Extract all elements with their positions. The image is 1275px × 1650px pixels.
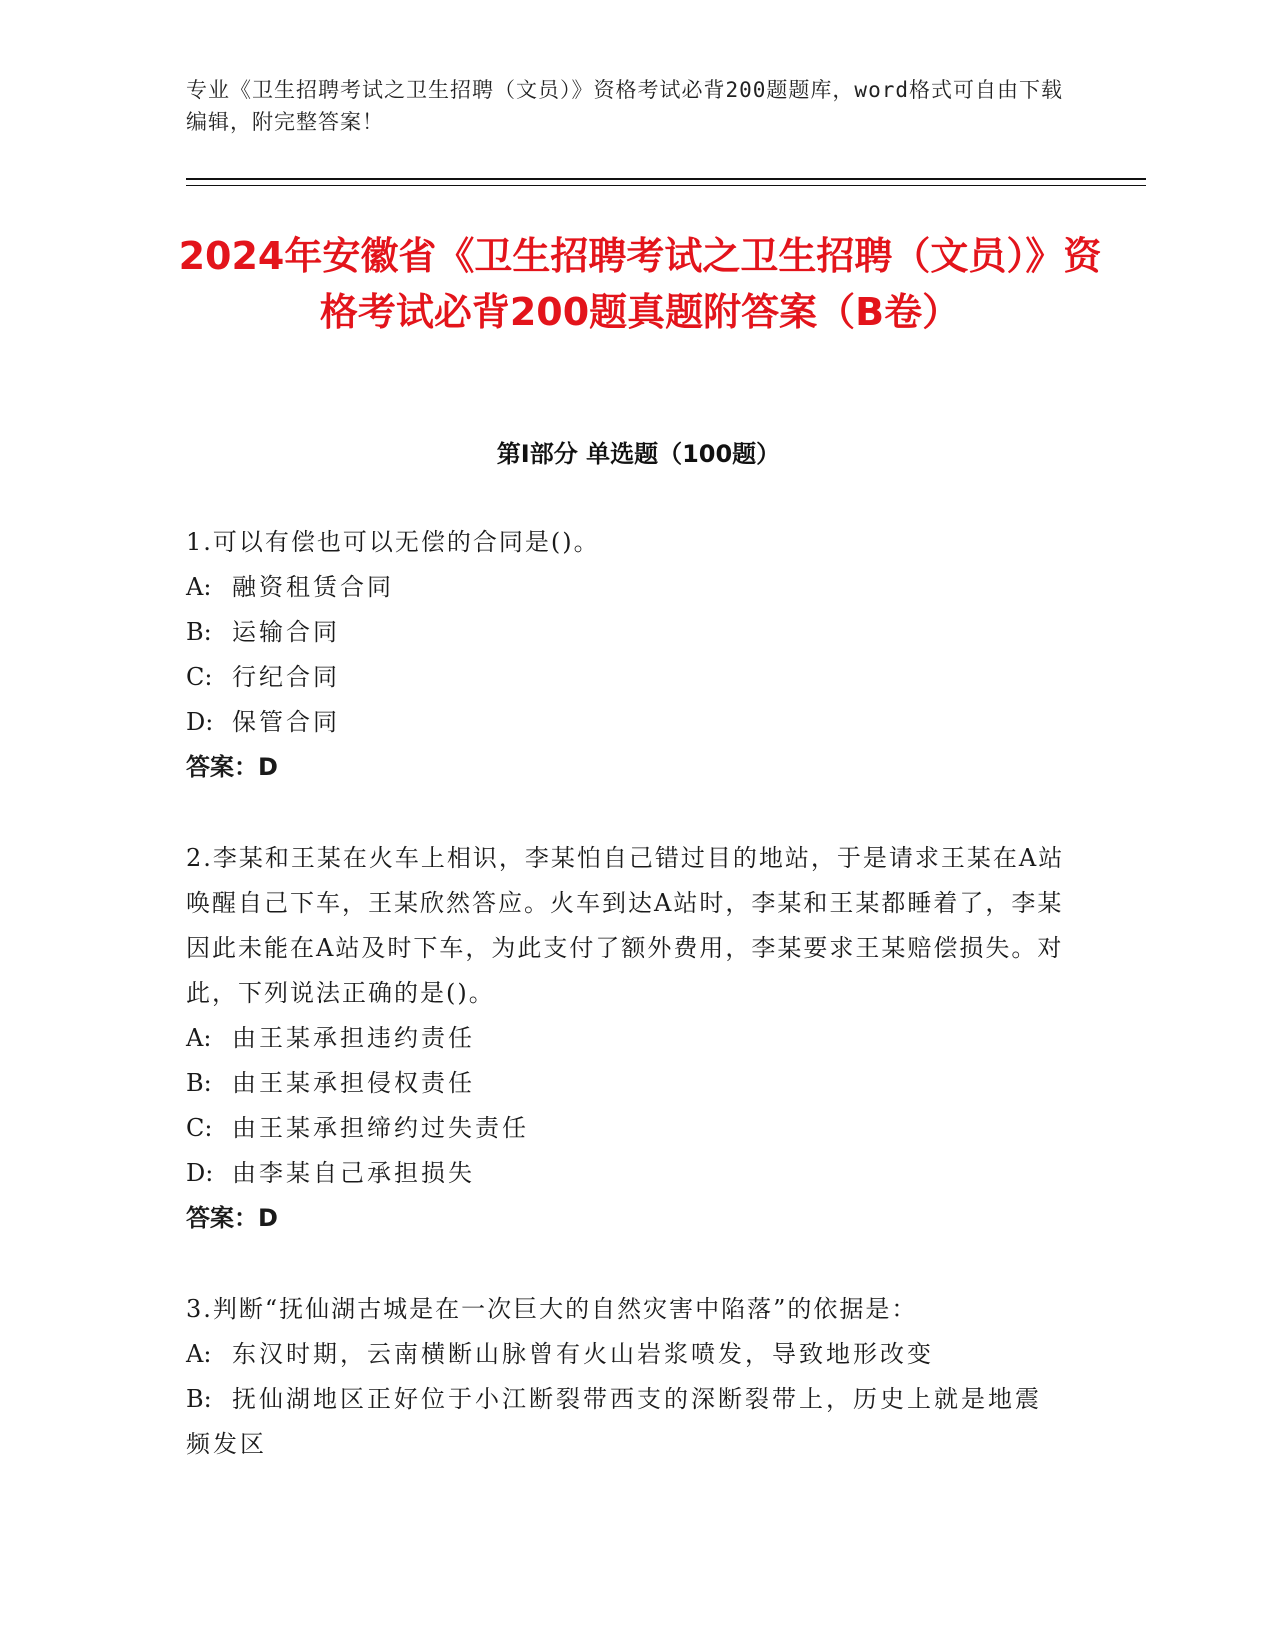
- option-d: [186, 1151, 1066, 1196]
- option-text: 运输合同: [232, 618, 340, 646]
- option-label: B:: [186, 1385, 212, 1413]
- question-stem: 2.李某和王某在火车上相识，李某怕自己错过目的地站，于是请求王某在A站唤醒自己下车，王某欣然答应。火车到达A站时，李某和王某都睡着了，李某因此未能在A站及时下车，为此支付了额外费用，李某要求王某赔偿损失。对此，下列说法正确的是()。: [186, 844, 1065, 1007]
- option-label: D:: [186, 708, 214, 736]
- option-c: [186, 1106, 1066, 1151]
- option-label: C:: [186, 663, 213, 691]
- option-a: [186, 565, 1066, 610]
- option-text: 由李某自己承担损失: [232, 1159, 475, 1187]
- option-text: 保管合同: [232, 708, 340, 736]
- section-title: 第Ⅰ部分 单选题（100题）: [496, 440, 781, 468]
- option-label: B:: [186, 618, 212, 646]
- option-label: B:: [186, 1069, 212, 1097]
- document-title: 2024年安徽省《卫生招聘考试之卫生招聘（文员）》资格考试必背200题真题附答案（B卷）: [178, 234, 1102, 334]
- question-stem: 1.可以有偿也可以无偿的合同是()。: [186, 528, 600, 556]
- header-divider: [186, 178, 1146, 180]
- option-b: [186, 1377, 1066, 1467]
- question-stem: 3.判断“抚仙湖古城是在一次巨大的自然灾害中陷落”的依据是：: [186, 1295, 918, 1323]
- option-a: [186, 1016, 1066, 1061]
- option-d: [186, 700, 1066, 745]
- option-label: C:: [186, 1114, 213, 1142]
- question-1: [186, 520, 1066, 790]
- option-label: D:: [186, 1159, 214, 1187]
- question-3: [186, 1287, 1066, 1467]
- answer: 答案：D: [186, 1204, 278, 1232]
- option-text: 由王某承担侵权责任: [232, 1069, 475, 1097]
- question-2: [186, 836, 1066, 1241]
- option-label: A:: [186, 1340, 212, 1368]
- option-text: 抚仙湖地区正好位于小江断裂带西支的深断裂带上，历史上就是地震频发区: [186, 1385, 1042, 1458]
- option-b: [186, 610, 1066, 655]
- question-list: [186, 520, 1066, 1513]
- option-text: 由王某承担缔约过失责任: [232, 1114, 529, 1142]
- option-text: 行纪合同: [232, 663, 340, 691]
- option-text: 融资租赁合同: [232, 573, 394, 601]
- option-text: 由王某承担违约责任: [232, 1024, 475, 1052]
- header-note: 专业《卫生招聘考试之卫生招聘（文员）》资格考试必背200题题库，word格式可自由下载编辑，附完整答案！: [186, 78, 1063, 134]
- option-b: [186, 1061, 1066, 1106]
- option-label: A:: [186, 573, 212, 601]
- option-c: [186, 655, 1066, 700]
- option-a: [186, 1332, 1066, 1377]
- option-text: 东汉时期，云南横断山脉曾有火山岩浆喷发，导致地形改变: [232, 1340, 934, 1368]
- option-label: A:: [186, 1024, 212, 1052]
- header-divider-thin: [186, 185, 1146, 186]
- answer: 答案：D: [186, 753, 278, 781]
